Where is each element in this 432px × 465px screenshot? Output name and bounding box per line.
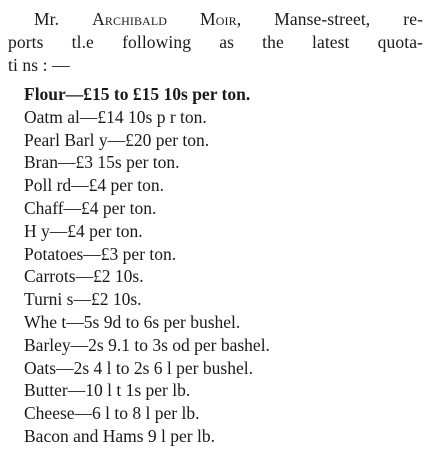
quotation-list xyxy=(24,83,424,448)
intro-line-2: ports tl.e following as the latest quota- xyxy=(8,32,423,52)
quotation-item-barley: Barley—2s 9.1 to 3s od per bashel. xyxy=(24,334,270,355)
quotation-item-cheese: Cheese—6 l to 8 l per lb. xyxy=(24,403,200,424)
quotation-item-bacon-hams: Bacon and Hams 9 l per lb. xyxy=(24,425,215,446)
intro-line-1 xyxy=(8,8,423,31)
quotation-item-oatmeal: Oatm al—£14 10s p r ton. xyxy=(24,106,207,127)
quotation-item-butter: Butter—10 l t 1s per lb. xyxy=(24,380,191,401)
quotation-item-pollard: Poll rd—£4 per ton. xyxy=(24,175,164,196)
intro-paragraph xyxy=(8,8,423,77)
quotation-item-pearl-barley: Pearl Barl y—£20 per ton. xyxy=(24,129,210,150)
intro-line-1-rest: , Manse-street, re- xyxy=(236,9,424,29)
quotation-item-wheat: Whe t—5s 9d to 6s per bushel. xyxy=(24,311,241,332)
quotation-item-flour: Flour—£15 to £15 10s per ton. xyxy=(24,84,251,104)
quotation-item-bran: Bran—£3 15s per ton. xyxy=(24,152,180,173)
quotation-item-turnips: Turni s—£2 10s. xyxy=(24,289,142,310)
quotation-item-chaff: Chaff—£4 per ton. xyxy=(24,197,157,218)
intro-person-name: Archibald Moir xyxy=(92,9,237,29)
quotation-item-carrots: Carrots—£2 10s. xyxy=(24,266,144,287)
intro-name-prefix: Mr. xyxy=(34,9,93,29)
intro-line-3: ti ns : — xyxy=(8,55,70,75)
quotation-item-hay: H y—£4 per ton. xyxy=(24,220,143,241)
quotation-item-oats: Oats—2s 4 l to 2s 6 l per bushel. xyxy=(24,357,253,378)
quotation-item-potatoes: Potatoes—£3 per ton. xyxy=(24,243,177,264)
